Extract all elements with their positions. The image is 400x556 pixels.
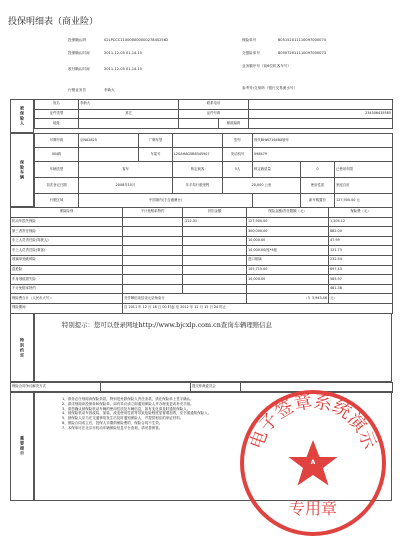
id-type-label: 证件类型 (35, 109, 79, 119)
vehicle-cell: 厂牌车型 (139, 134, 173, 148)
vehicle-cell: 0 (301, 162, 335, 178)
vehicle-cell: 号牌号码 (35, 134, 79, 148)
vehicle-cell: 家庭自用 (335, 178, 393, 194)
list-item: 5、被保险人应当在交通事故发生后及时通知保险人，并提供相应的单证材料。 (62, 416, 184, 421)
vehicle-cell: 现代BHW7164BX轿车 (253, 134, 393, 148)
list-item: 6、保险合同成立后，投保人未缴纳保险费的，保险合同不生效。 (62, 420, 163, 425)
table-row: 车上人员责任险(乘客) 10,000.00/座*4座 121.73 (11, 246, 393, 256)
period-label: 保险期间： (11, 303, 123, 313)
vehicle-cell: 新车购置价 (301, 194, 335, 208)
vehicle-cell: 2008年10月 (79, 178, 173, 194)
header-field: 参考号/交易码（银行交易流水号） (242, 86, 298, 90)
column-header: 保险费（元） (329, 208, 393, 218)
svg-text:A: A (310, 459, 316, 466)
vehicle-cell (173, 134, 223, 148)
vehicle-cell: VIN码 (35, 148, 79, 162)
list-item: 7、本保单可在北京市机动车辆保险信息平台查询，请妥善保管。 (62, 425, 163, 430)
seal-bottom-text: 专用章 (288, 499, 338, 518)
seal-top-text: 电子签章系统演示 (246, 391, 380, 452)
vehicle-cell: 行驶区域 (35, 194, 79, 208)
vehicle-cell: 中国境内(不含港澳台) (79, 194, 253, 208)
name-value: 李新大 (79, 100, 179, 110)
table-row: 盗抢险 105,715.00 697.43 (11, 265, 393, 275)
list-item: 1、请务必仔细阅读保险条款，特别是免除保险人责任条款，请在保险单上签字确认。 (62, 397, 194, 401)
vehicle-cell: 127,900.00 元 (335, 194, 393, 208)
table-row: 玻璃单独破碎险 进口玻璃 232.54 (11, 255, 393, 265)
vehicle-cell: 客车 (79, 162, 173, 178)
table-row: 车上人员责任险(驾驶人) 10,000.00 47.99 (11, 236, 393, 246)
vehicle-cell: 核定载质量 (253, 162, 301, 178)
name-label: 姓名 (35, 100, 79, 110)
vehicle-cell: 车辆类型 (35, 162, 79, 178)
address-label: 地址 (35, 119, 79, 129)
column-header: 不计免赔率特约 (123, 208, 183, 218)
header-field: 保险单号 805152011110097000074 (242, 38, 327, 42)
vehicle-cell: 初次登记日期 (35, 178, 79, 194)
table-row: 车身划痕损失险 10,000.00 585.97 (11, 275, 393, 285)
arbitration-label: 提交仲裁委员会 (191, 383, 241, 393)
address-value (79, 119, 179, 129)
total-amount: 3,943.46 (311, 295, 327, 300)
table-row: 不计免赔率特约 481.38 (11, 284, 393, 294)
column-header: 折旧金额 (183, 208, 247, 218)
header-field: 收付确认时间 2011-12-05 01.14.15 (68, 67, 143, 71)
vehicle-table (34, 133, 393, 208)
phone-label: 联系电话 (179, 100, 249, 110)
vehicle-cell: 年平均行驶里程 (173, 178, 223, 194)
applicant-table (34, 99, 393, 129)
dispute-label: 保险合同争议解决方式 (11, 383, 101, 393)
total-label: 保险费合计（人民币大写）： (11, 294, 123, 304)
vehicle-cell: 使用性质 (301, 178, 335, 194)
column-header: 保险险别 (11, 208, 123, 218)
vehicle-cell (79, 148, 139, 162)
vehicle-cell: 已使用年限 (335, 162, 393, 178)
vehicle-cell: L2SAHAG5B8345907 (173, 148, 223, 162)
table-row: 机动车损失保险 -222.31 127,900.00 1,205.12 (11, 217, 393, 227)
vehicle-cell: 5人 (223, 162, 253, 178)
id-type-value: 其它 (79, 109, 179, 119)
vehicle-cell: 车架号 (139, 148, 173, 162)
list-item: 2、请详细阅读投保单和保险单，如有异议请立即通知保险人并办理变更或补充手续。 (62, 401, 194, 406)
vehicle-cell: 098479 (253, 148, 393, 162)
header-field: 行销业务员 李新大 (68, 88, 115, 92)
coverage-table (10, 207, 393, 314)
column-header: 保险金额/责任限额（元） (247, 208, 329, 218)
section-label-instructions: 重要提示 (10, 391, 34, 501)
section-label-applicant: 被保险人 (10, 99, 34, 133)
zip-label: 邮政编码 (219, 119, 249, 129)
total-words: 叁仟肆佰柒拾柒元柒角柒分 (123, 294, 247, 304)
zip-value (249, 119, 393, 129)
list-item: 4、被保险机动车因改装、加装、改变使用性质等导致危险程度显著增加的，应书面通知保险人。 (62, 411, 212, 416)
vehicle-cell: 核定载客 (173, 162, 223, 178)
vehicle-cell: 型号 (223, 134, 253, 148)
special-notice: 特别提示：您可以登录网址http://www.bjcxlp.com.cn查询车辆理赔信息 (62, 321, 272, 329)
header-field: 投保确认码 02LPCCC110000000000278452562 (68, 38, 169, 42)
electronic-seal (238, 388, 388, 538)
header-field: 交强险单号 805072011110097000073 (242, 51, 327, 55)
vehicle-cell: 发动机号 (223, 148, 253, 162)
id-no-label: 证件号码 (179, 109, 249, 119)
premium-total-row: 保险费合计（人民币大写）： 叁仟肆佰柒拾柒元柒角柒分 （￥ 3,943.46 元） (11, 294, 393, 304)
period-row (11, 303, 393, 313)
vehicle-cell: 20,000 公里 (223, 178, 301, 194)
section-label-special: 特别约定 (10, 313, 34, 382)
phone-value (249, 100, 393, 110)
id-no-value: 234506435585 (249, 109, 393, 119)
header-field: 投保确认时间 2011-12-05 01.14.15 (68, 51, 143, 55)
section-label-vehicle: 保险车辆 (10, 133, 34, 207)
table-row: 第三者责任保险 300,000.00 882.00 (11, 227, 393, 237)
vehicle-cell: 京NA2825 (79, 134, 139, 148)
page-title: 投保明细表（商业险） (8, 17, 99, 27)
list-item: 3、请您确认被保险机动车辆的使用性质及车辆信息，如有变化请及时通知保险人。 (62, 406, 191, 411)
header-field: 业务顺序号（前6位机客车号） (242, 64, 292, 68)
period-value: 自 2011 年 12 月 16 日 00 时起 至 2012 年 12 月 15 日 24 时止 (123, 303, 393, 313)
